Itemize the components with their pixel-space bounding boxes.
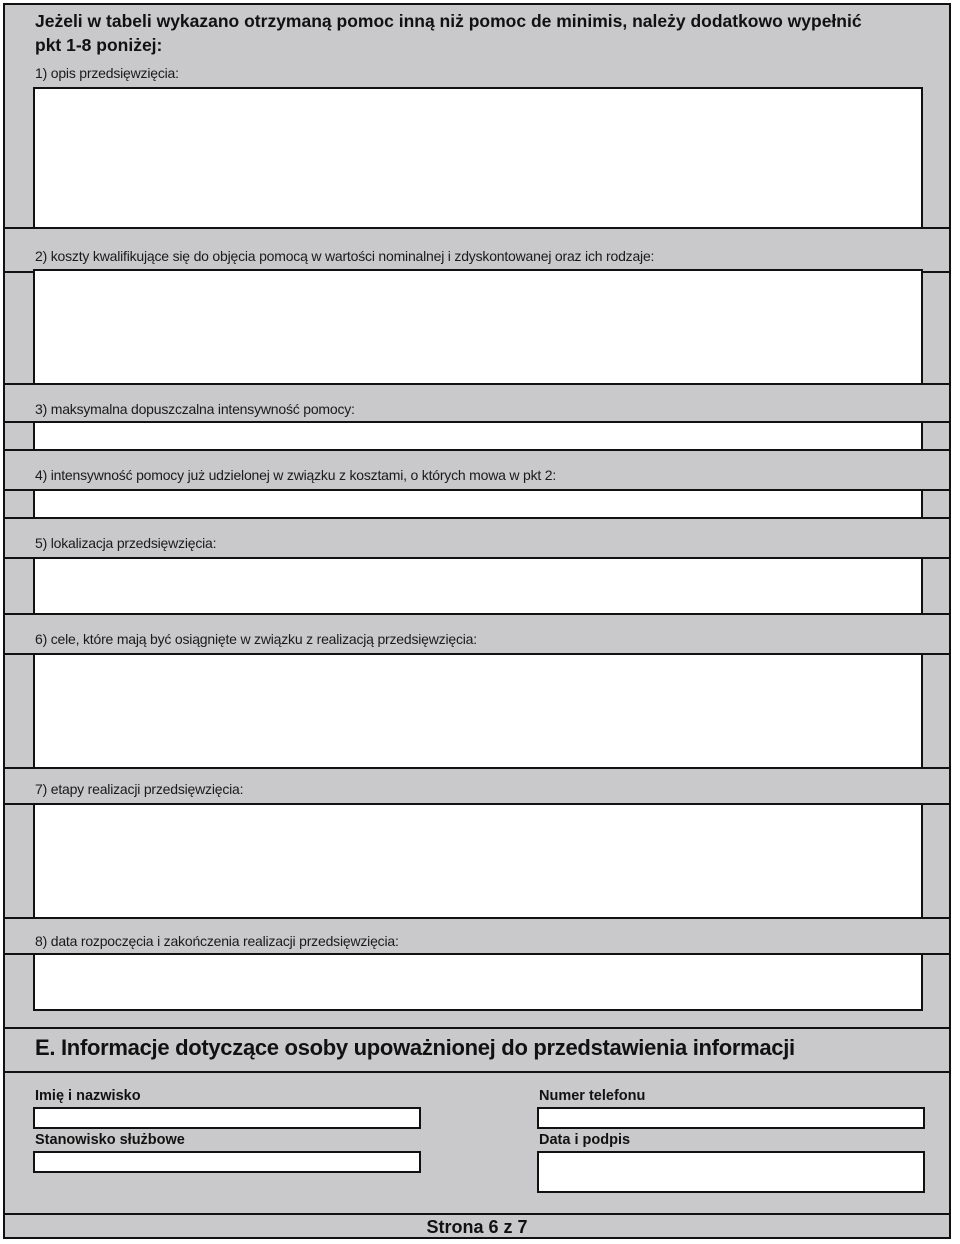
item-4-label: 4) intensywność pomocy już udzielonej w związku z kosztami, o których mowa w pkt 2: — [35, 467, 557, 483]
section-e-divider — [5, 1027, 949, 1029]
name-field[interactable] — [33, 1107, 421, 1129]
phone-label: Numer telefonu — [539, 1088, 646, 1104]
date-signature-label: Data i podpis — [539, 1132, 631, 1148]
item-8-label: 8) data rozpoczęcia i zakończenia realizacji przedsięwzięcia: — [35, 933, 399, 949]
instructions-line-1: Jeżeli w tabeli wykazano otrzymaną pomoc inną niż pomoc de minimis, należy dodatkowo wypełnić — [35, 11, 862, 31]
item-7-field[interactable] — [33, 803, 923, 919]
item-1-label: 1) opis przedsięwzięcia: — [35, 65, 179, 81]
item-8-field[interactable] — [33, 953, 923, 1011]
item-5-field[interactable] — [33, 557, 923, 615]
page-number: Strona 6 z 7 — [426, 1217, 528, 1237]
item-7-label: 7) etapy realizacji przedsięwzięcia: — [35, 781, 244, 797]
item-2-field[interactable] — [33, 269, 923, 385]
phone-field[interactable] — [537, 1107, 925, 1129]
footer-divider — [5, 1213, 949, 1215]
name-label: Imię i nazwisko — [35, 1088, 141, 1104]
instructions-header — [35, 9, 915, 57]
item-6-field[interactable] — [33, 653, 923, 769]
item-4-field[interactable] — [33, 489, 923, 519]
position-label: Stanowisko służbowe — [35, 1132, 185, 1148]
item-5-label: 5) lokalizacja przedsięwzięcia: — [35, 535, 217, 551]
position-field[interactable] — [33, 1151, 421, 1173]
date-signature-field[interactable] — [537, 1151, 925, 1193]
section-e-title: E. Informacje dotyczące osoby upoważnionej do przedstawienia informacji — [35, 1035, 795, 1060]
instructions-line-2: pkt 1-8 poniżej: — [35, 35, 163, 55]
form-page — [3, 3, 951, 1239]
item-2-label: 2) koszty kwalifikujące się do objęcia pomocą w wartości nominalnej i zdyskontowanej oraz ich rodzaje: — [35, 248, 655, 264]
item-6-label: 6) cele, które mają być osiągnięte w związku z realizacją przedsięwzięcia: — [35, 631, 477, 647]
item-3-label: 3) maksymalna dopuszczalna intensywność pomocy: — [35, 401, 355, 417]
item-1-field[interactable] — [33, 87, 923, 229]
item-3-field[interactable] — [33, 421, 923, 451]
section-e-title-underline — [5, 1071, 949, 1073]
